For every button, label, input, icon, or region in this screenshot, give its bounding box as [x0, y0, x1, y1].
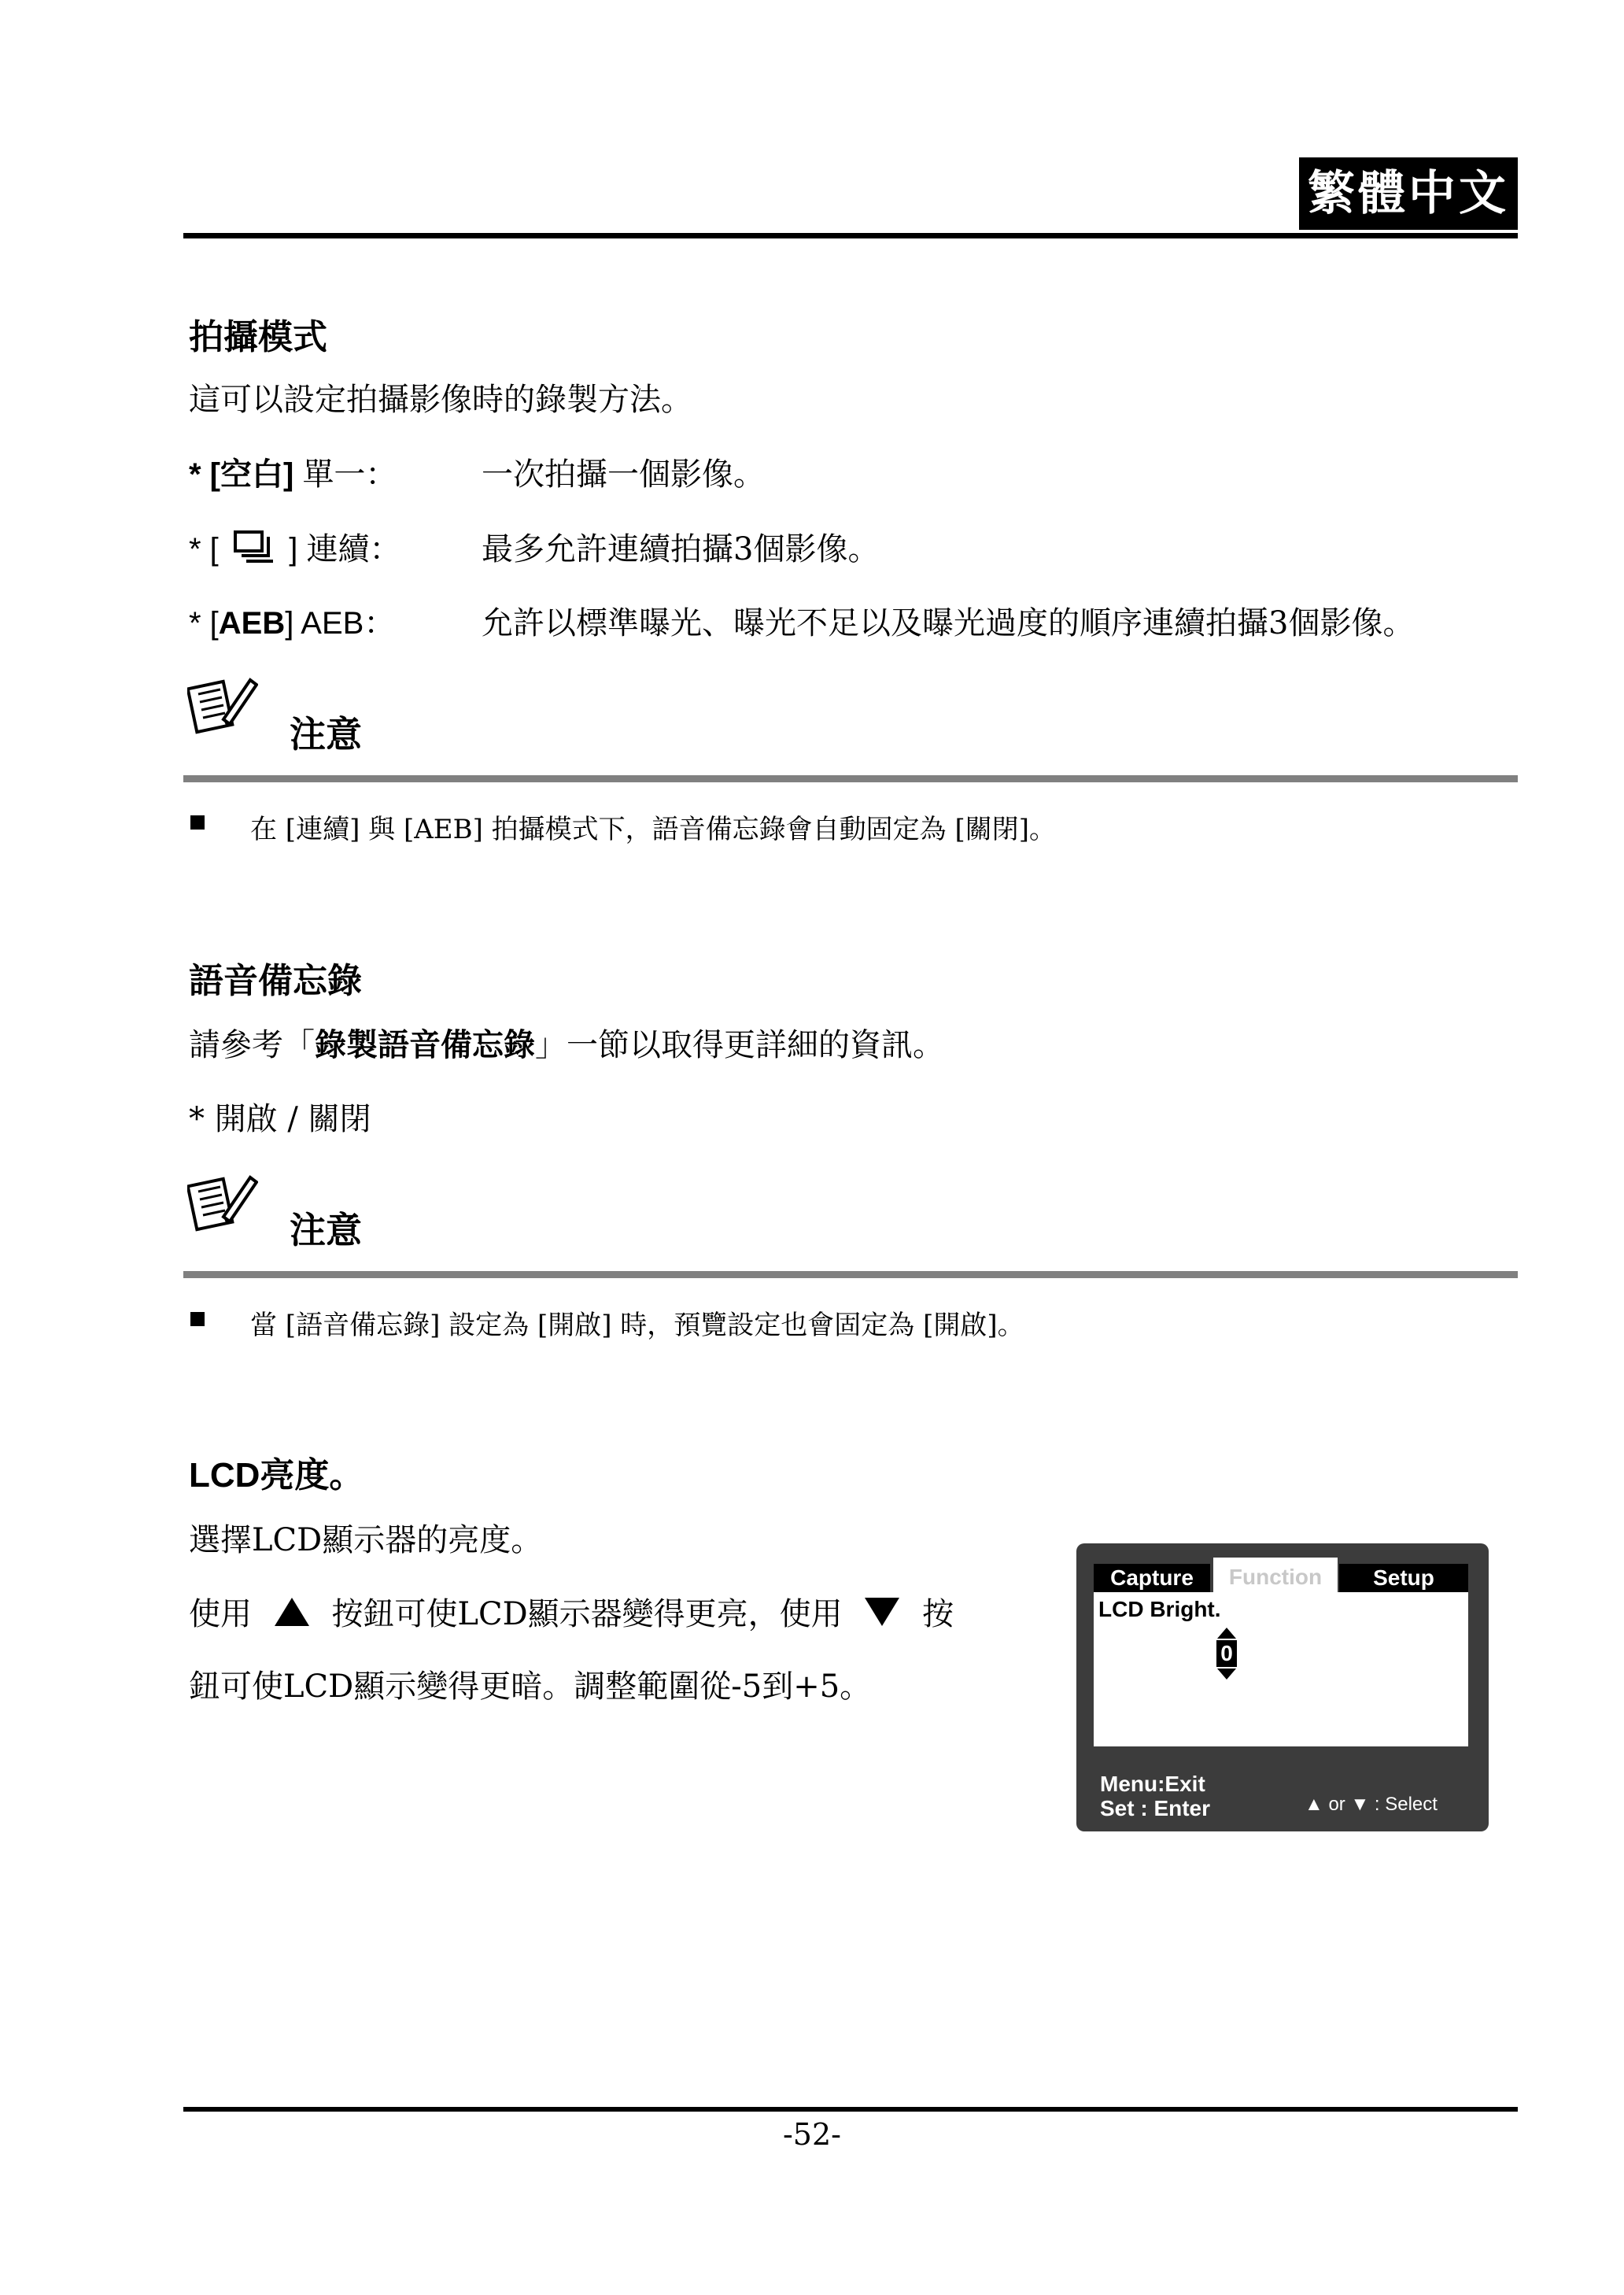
lcd-text-c: 按 — [922, 1596, 954, 1632]
or-label: or — [1328, 1794, 1345, 1815]
note-text: 當 [語音備忘錄] 設定為 [開啟] 時，預覽設定也會固定為 [開啟]。 — [250, 1310, 1024, 1341]
footer-rule — [183, 2107, 1518, 2112]
capture-mode-intro: 這可以設定拍攝影像時的錄製方法。 — [189, 382, 692, 418]
menu-exit-label: Menu:Exit — [1100, 1772, 1205, 1796]
lcd-instruction-line — [189, 1595, 954, 1637]
option-name: AEB： — [301, 606, 396, 641]
option-code: 空白 — [220, 456, 283, 493]
note-rule — [183, 1271, 1518, 1278]
brightness-value: 0 — [1216, 1640, 1237, 1667]
note-title: 注意 — [290, 1209, 362, 1251]
lcd-range-text: 鈕可使LCD顯示變得更暗。調整範圍從-5到+5。 — [189, 1669, 872, 1705]
option-bracket-close: ] — [283, 457, 303, 492]
tab-function: Function — [1213, 1558, 1338, 1597]
lcd-text-a: 使用 — [189, 1596, 252, 1632]
camera-menu-screenshot — [1076, 1543, 1489, 1831]
reference-suffix: 」一節以取得更詳細的資訊。 — [535, 1027, 944, 1063]
voice-memo-options: * 開啟 / 關閉 — [189, 1101, 371, 1137]
note-pencil-icon — [187, 1173, 258, 1236]
option-bracket-open: * [ — [189, 606, 219, 641]
option-bracket-close: ] — [285, 606, 301, 641]
up-arrow-icon — [273, 1596, 311, 1637]
header-rule — [183, 233, 1518, 238]
lcd-brightness-title-text: LCD亮度。 — [189, 1456, 364, 1495]
option-name: 單一： — [302, 456, 397, 493]
note-pencil-icon — [187, 675, 258, 738]
bullet-square-icon — [190, 1312, 205, 1326]
option-continuous — [189, 530, 400, 573]
note-title: 注意 — [290, 713, 362, 756]
tab-capture: Capture — [1094, 1564, 1210, 1592]
language-badge: 繁體中文 — [1299, 157, 1518, 230]
capture-mode-title: 拍攝模式 — [189, 317, 327, 357]
menu-content-panel — [1094, 1592, 1468, 1746]
stepper-up-icon — [1216, 1627, 1237, 1639]
option-aeb — [189, 604, 395, 643]
tab-setup: Setup — [1339, 1564, 1468, 1592]
lcd-brightness-title — [189, 1447, 364, 1497]
menu-footer-right — [1305, 1794, 1438, 1816]
option-continuous-desc: 最多允許連續拍攝3個影像。 — [482, 531, 880, 567]
option-name: 連續： — [306, 531, 401, 567]
option-single-desc: 一次拍攝一個影像。 — [482, 456, 765, 493]
page-number: -52- — [782, 2117, 842, 2152]
lcd-intro: 選擇LCD顯示器的亮度。 — [189, 1522, 543, 1558]
select-label: : Select — [1374, 1794, 1438, 1815]
option-bracket-open: * [ — [189, 532, 219, 567]
option-bracket-close: ] — [289, 532, 307, 567]
down-arrow-icon — [863, 1596, 901, 1637]
option-aeb-desc: 允許以標準曝光、曝光不足以及曝光過度的順序連續拍攝3個影像。 — [482, 605, 1415, 641]
lcd-text-b: 按鈕可使LCD顯示器變得更亮，使用 — [331, 1596, 843, 1632]
continuous-shot-icon — [234, 530, 275, 573]
reference-prefix: 請參考「 — [189, 1027, 315, 1063]
note-rule — [183, 775, 1518, 782]
set-enter-label: Set : Enter — [1100, 1796, 1211, 1820]
reference-link: 錄製語音備忘錄 — [315, 1026, 535, 1063]
stepper-down-icon — [1216, 1668, 1237, 1680]
option-code: AEB — [218, 606, 286, 641]
note-text: 在 [連續] 與 [AEB] 拍攝模式下，語音備忘錄會自動固定為 [關閉]。 — [250, 814, 1056, 845]
value-stepper — [1216, 1627, 1237, 1680]
menu-item-label: LCD Bright. — [1098, 1597, 1221, 1621]
menu-footer-left — [1100, 1772, 1210, 1820]
triangle-down-icon: ▼ — [1350, 1794, 1370, 1815]
option-bracket-open: * [ — [189, 457, 220, 492]
triangle-up-icon: ▲ — [1305, 1794, 1323, 1815]
voice-memo-title: 語音備忘錄 — [189, 961, 362, 1001]
voice-memo-reference — [189, 1026, 944, 1065]
bullet-square-icon — [190, 815, 205, 830]
option-single — [189, 455, 397, 494]
